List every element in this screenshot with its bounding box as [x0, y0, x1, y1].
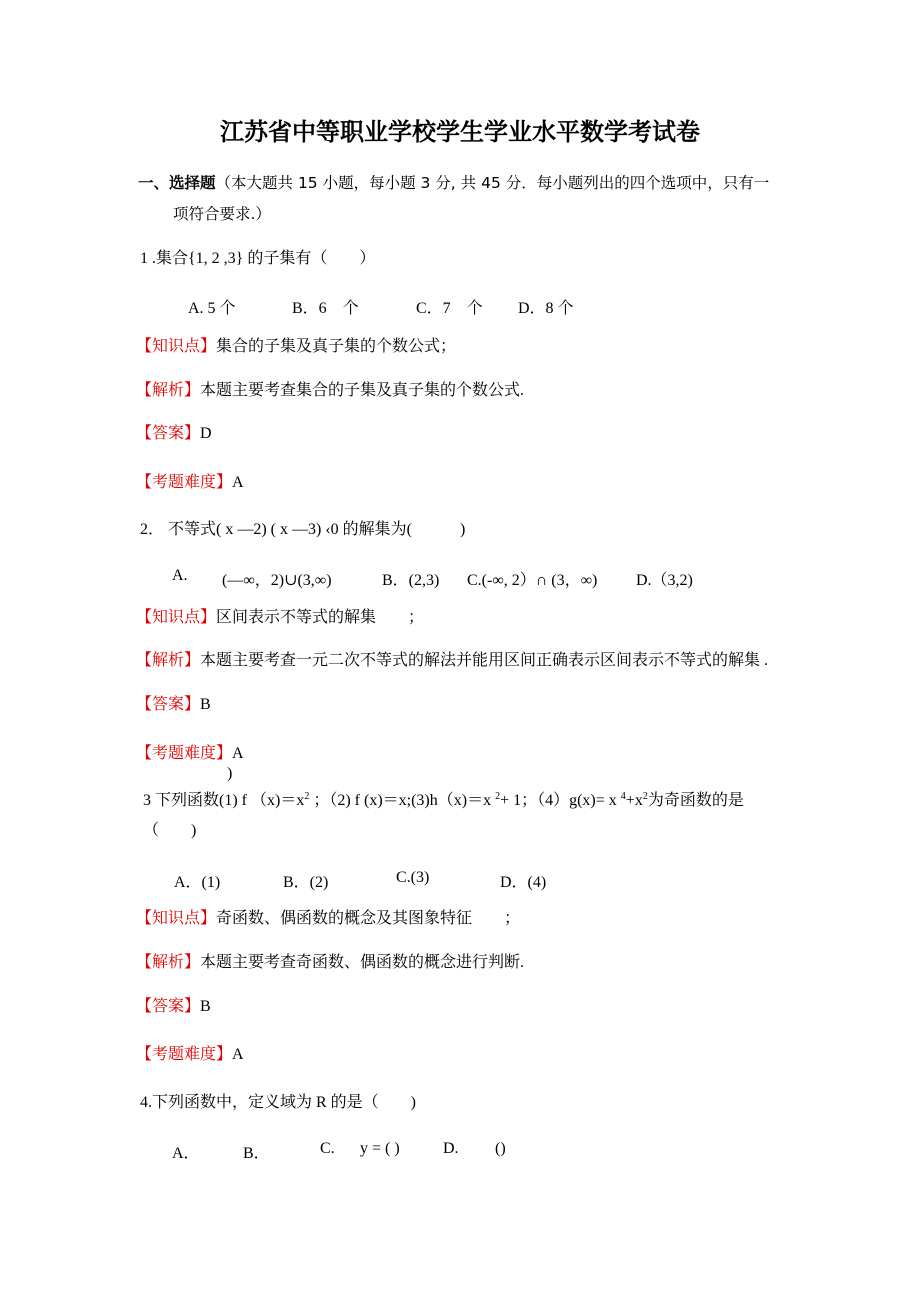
difficulty-label: 【考题难度】: [136, 474, 233, 491]
knowledge-label: 【知识点】: [136, 609, 217, 626]
question-1-analysis: [136, 381, 524, 401]
option-b: B．: [243, 1145, 270, 1162]
question-3-stem-cont: （ ): [143, 822, 197, 839]
question-3-knowledge: [136, 909, 520, 929]
option-c: C．7 个: [416, 300, 483, 317]
question-1-answer: [136, 424, 212, 444]
difficulty-label: 【考题难度】: [136, 745, 233, 762]
question-3-answer: [136, 997, 211, 1017]
stem-part: + 1；（4）g(x)= x: [500, 792, 621, 809]
superscript: 2: [304, 791, 310, 802]
knowledge-text: 奇函数、偶函数的概念及其图象特征 ；: [216, 910, 521, 927]
section-description-cont: 项符合要求.）: [173, 205, 271, 223]
option-c: C.: [320, 1140, 335, 1157]
option-d: D．(4): [500, 874, 547, 891]
section-heading: 一、选择题: [138, 174, 216, 192]
option-c: C.(-∞, 2）∩ (3，∞): [467, 572, 598, 589]
question-1-knowledge: [136, 337, 456, 357]
analysis-label: 【解析】: [136, 652, 201, 669]
answer-label: 【答案】: [136, 998, 201, 1015]
superscript: 4: [620, 791, 626, 802]
analysis-label: 【解析】: [136, 954, 201, 971]
section-description: （本大题共 15 小题，每小题 3 分, 共 45 分．每小题列出的四个选项中，只有一: [215, 174, 770, 192]
answer-label: 【答案】: [136, 425, 201, 442]
superscript: 2: [495, 791, 501, 802]
question-3-analysis: [136, 953, 524, 973]
knowledge-label: 【知识点】: [136, 338, 217, 355]
option-a: A.: [172, 567, 188, 584]
question-2-analysis: [136, 651, 768, 671]
superscript: 2: [642, 791, 648, 802]
analysis-text: 本题主要考查集合的子集及真子集的个数公式.: [200, 382, 525, 399]
question-4-stem: 4.下列函数中，定义域为 R 的是（ ): [140, 1094, 417, 1111]
answer-text: B: [200, 998, 211, 1015]
option-d: D.: [443, 1140, 459, 1157]
difficulty-text: A: [232, 1046, 244, 1063]
difficulty-label: 【考题难度】: [136, 1046, 233, 1063]
question-2-difficulty: [136, 744, 244, 764]
difficulty-text: A: [232, 474, 244, 491]
section-heading-line: [138, 173, 769, 193]
question-2-answer: [136, 695, 211, 715]
answer-text: B: [200, 696, 211, 713]
stem-part: 为奇函数的是: [647, 792, 744, 809]
analysis-text: 本题主要考查奇函数、偶函数的概念进行判断.: [200, 954, 525, 971]
knowledge-text: 区间表示不等式的解集 ；: [216, 609, 425, 626]
stem-part: 3 下列函数(1) f （x)＝x: [143, 792, 305, 809]
option-b: B．(2,3): [382, 572, 440, 589]
option-a: A．(1): [174, 874, 221, 891]
stem-part: +x: [625, 792, 643, 809]
option-d: D．8 个: [518, 300, 574, 317]
option-d: D.（3,2): [636, 572, 693, 589]
page-title: 江苏省中等职业学校学生学业水平数学考试卷: [220, 118, 700, 146]
option-c-value: y = ( ): [360, 1140, 400, 1157]
option-a: A．: [172, 1145, 200, 1162]
question-1-difficulty: [136, 473, 244, 493]
option-a: A. 5 个: [188, 300, 236, 317]
option-b: B．6 个: [292, 300, 359, 317]
answer-label: 【答案】: [136, 696, 201, 713]
analysis-text: 本题主要考查一元二次不等式的解法并能用区间正确表示区间表示不等式的解集 .: [200, 652, 769, 669]
difficulty-text: A: [232, 745, 244, 762]
question-2-knowledge: [136, 608, 424, 628]
answer-text: D: [200, 425, 212, 442]
question-3-stem: [143, 791, 744, 811]
question-3-difficulty: [136, 1045, 244, 1065]
stem-part: ；（2) f (x)＝x;(3)h（x)＝x: [309, 792, 496, 809]
stray-paren: ): [227, 765, 233, 782]
option-d-value: (): [495, 1140, 506, 1157]
knowledge-text: 集合的子集及真子集的个数公式；: [216, 338, 457, 355]
option-a-value: (—∞，2)∪(3,∞): [222, 572, 332, 589]
analysis-label: 【解析】: [136, 382, 201, 399]
option-b: B．(2): [283, 874, 329, 891]
question-1-stem: 1 .集合{1, 2 ,3} 的子集有（ ）: [140, 250, 376, 267]
knowledge-label: 【知识点】: [136, 910, 217, 927]
option-c: C.(3): [396, 869, 430, 886]
question-2-stem: 2． 不等式( x —2) ( x —3) ‹0 的解集为( ): [140, 521, 466, 538]
